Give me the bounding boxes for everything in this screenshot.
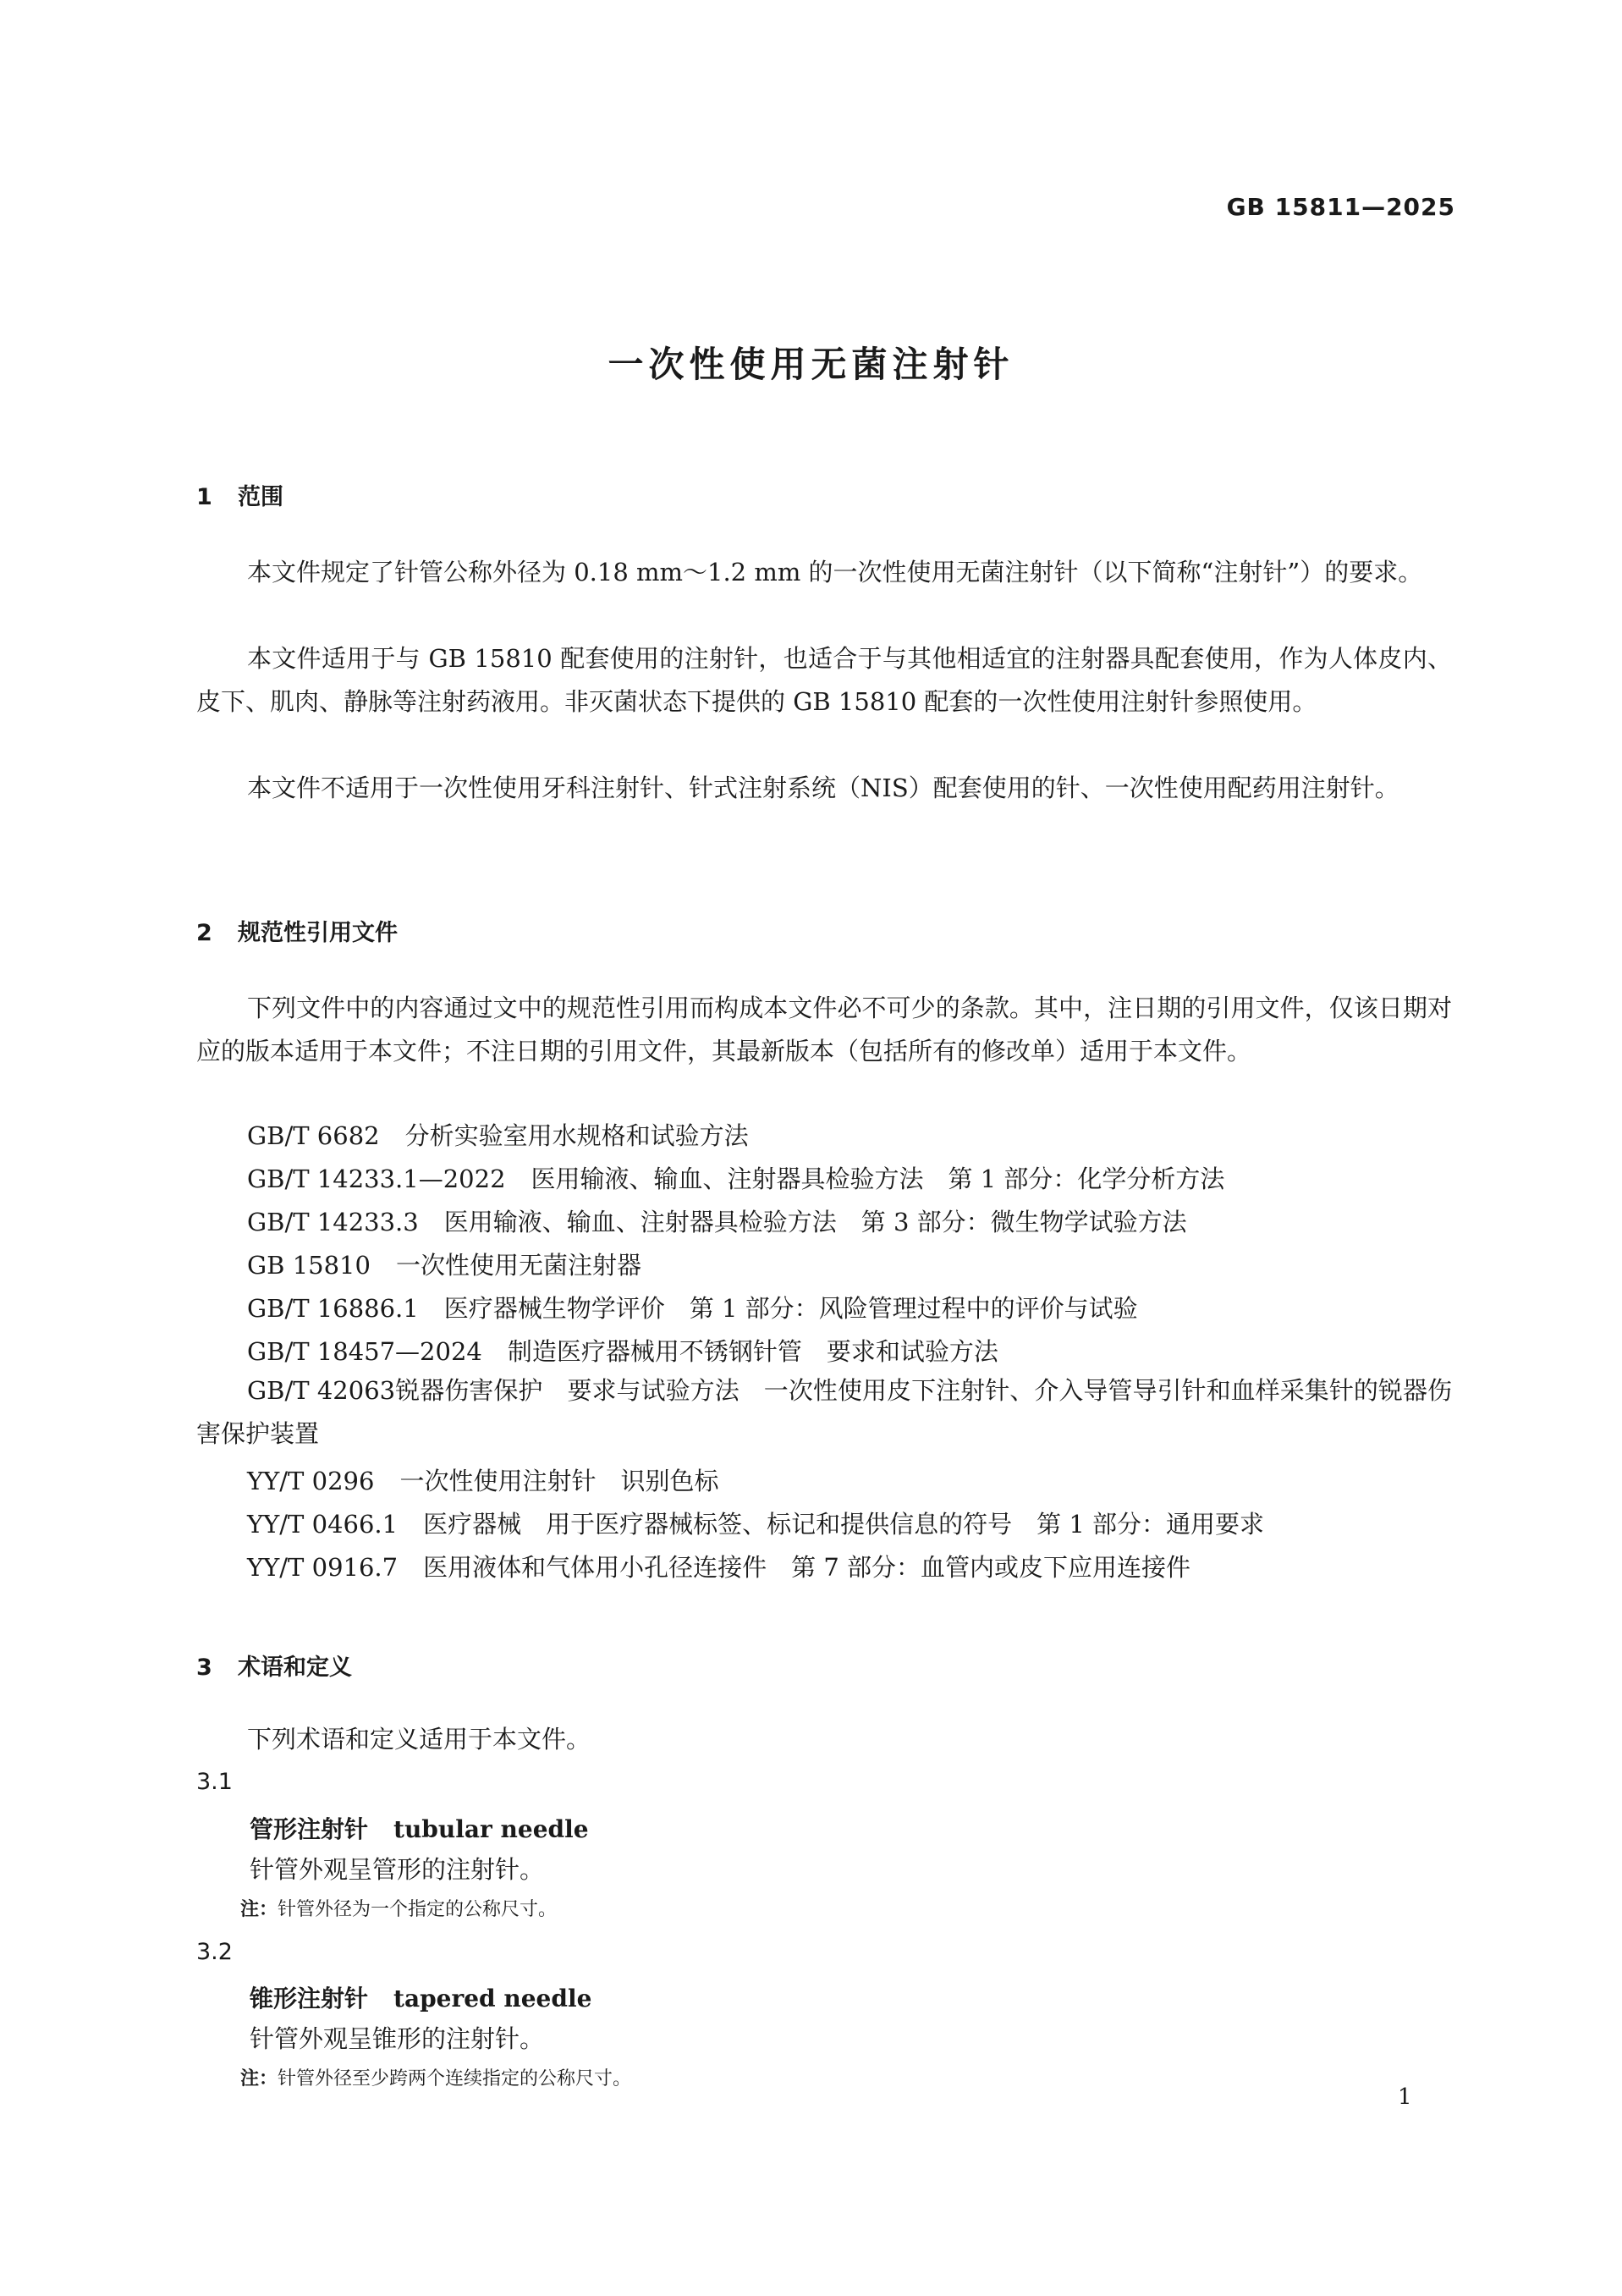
reference-item — [247, 1203, 1187, 1238]
note-text: 针管外径为一个指定的公称尺寸。 — [278, 1899, 558, 1920]
term-zh: 管形注射针 — [250, 1815, 369, 1843]
reference-title: 医疗器械生物学评价 第 1 部分：风险管理过程中的评价与试验 — [443, 1294, 1138, 1323]
scope-paragraph-3: 本文件不适用于一次性使用牙科注射针、针式注射系统（NIS）配套使用的针、一次性使用配药用注射针。 — [247, 774, 1399, 802]
scope-paragraph-2: 本文件适用于与 GB 15810 配套使用的注射针，也适合于与其他相适宜的注射器具配套使用，作为人体皮内、皮下、肌肉、静脉等注射药液用。非灭菌状态下提供的 GB 15810 配套的一次性使用注射针参照使用。 — [196, 644, 1452, 716]
standard-number: GB 15811—2025 — [1226, 193, 1455, 221]
reference-code: GB/T 18457—2024 — [247, 1337, 482, 1366]
term-number: 3.1 — [196, 1769, 233, 1795]
term-zh: 锥形注射针 — [250, 1985, 369, 2012]
section-number: 1 — [196, 484, 212, 510]
reference-code: GB/T 42063 — [247, 1376, 396, 1405]
reference-item — [247, 1462, 718, 1497]
reference-title: 医疗器械 用于医疗器械标签、标记和提供信息的符号 第 1 部分：通用要求 — [423, 1510, 1264, 1539]
note-label: 注： — [240, 2068, 278, 2090]
section-3-heading — [196, 1649, 352, 1682]
reference-title: 分析实验室用水规格和试验方法 — [404, 1121, 749, 1150]
note-text: 针管外径至少跨两个连续指定的公称尺寸。 — [278, 2068, 632, 2090]
term-definition: 针管外观呈管形的注射针。 — [250, 1855, 545, 1884]
reference-code: GB/T 14233.3 — [247, 1208, 419, 1236]
reference-item — [247, 1549, 1190, 1583]
reference-item — [247, 1160, 1224, 1195]
reference-item — [196, 1369, 1452, 1456]
section-1-heading — [196, 478, 283, 511]
term-heading — [250, 1811, 589, 1845]
reference-code: YY/T 0296 — [247, 1467, 375, 1495]
references-intro: 下列文件中的内容通过文中的规范性引用而构成本文件必不可少的条款。其中，注日期的引用文件，仅该日期对应的版本适用于本文件；不注日期的引用文件，其最新版本（包括所有的修改单）适用于本文件。 — [196, 994, 1452, 1065]
term-heading — [250, 1980, 591, 2014]
section-title: 规范性引用文件 — [238, 920, 398, 946]
note-label: 注： — [240, 1899, 278, 1920]
reference-code: GB/T 6682 — [247, 1121, 380, 1150]
terms-intro: 下列术语和定义适用于本文件。 — [247, 1725, 591, 1754]
section-title: 术语和定义 — [238, 1655, 352, 1681]
reference-item — [247, 1290, 1138, 1324]
reference-item — [247, 1333, 998, 1368]
section-2-heading — [196, 914, 398, 947]
term-number: 3.2 — [196, 1939, 233, 1965]
reference-title: 医用输液、输血、注射器具检验方法 第 1 部分：化学分析方法 — [531, 1165, 1225, 1193]
reference-item — [247, 1247, 641, 1281]
reference-title: 医用输液、输血、注射器具检验方法 第 3 部分：微生物学试验方法 — [443, 1208, 1187, 1236]
reference-title: 一次性使用注射针 识别色标 — [399, 1467, 719, 1495]
reference-item — [247, 1506, 1264, 1540]
scope-paragraph-1: 本文件规定了针管公称外径为 0.18 mm～1.2 mm 的一次性使用无菌注射针（以下简称“注射针”）的要求。 — [247, 558, 1423, 586]
reference-title: 锐器伤害保护 要求与试验方法 一次性使用皮下注射针、介入导管导引针和血样采集针的锐器伤害保护装置 — [196, 1376, 1452, 1448]
reference-title: 制造医疗器械用不锈钢针管 要求和试验方法 — [507, 1337, 998, 1366]
reference-code: GB 15810 — [247, 1251, 371, 1280]
reference-code: GB/T 14233.1—2022 — [247, 1165, 506, 1193]
section-title: 范围 — [238, 484, 283, 510]
reference-title: 医用液体和气体用小孔径连接件 第 7 部分：血管内或皮下应用连接件 — [423, 1553, 1190, 1582]
reference-item — [247, 1117, 749, 1152]
reference-title: 一次性使用无菌注射器 — [395, 1251, 641, 1280]
document-title: 一次性使用无菌注射针 — [608, 344, 1014, 385]
section-number: 3 — [196, 1655, 212, 1681]
reference-code: YY/T 0916.7 — [247, 1553, 399, 1582]
term-en: tapered needle — [393, 1985, 592, 2012]
reference-code: YY/T 0466.1 — [247, 1510, 399, 1539]
reference-code: GB/T 16886.1 — [247, 1294, 419, 1323]
term-en: tubular needle — [393, 1815, 589, 1843]
term-note — [240, 1895, 557, 1921]
section-number: 2 — [196, 920, 212, 946]
page-number: 1 — [1398, 2084, 1412, 2110]
term-definition: 针管外观呈锥形的注射针。 — [250, 2024, 545, 2053]
term-note — [240, 2064, 631, 2090]
